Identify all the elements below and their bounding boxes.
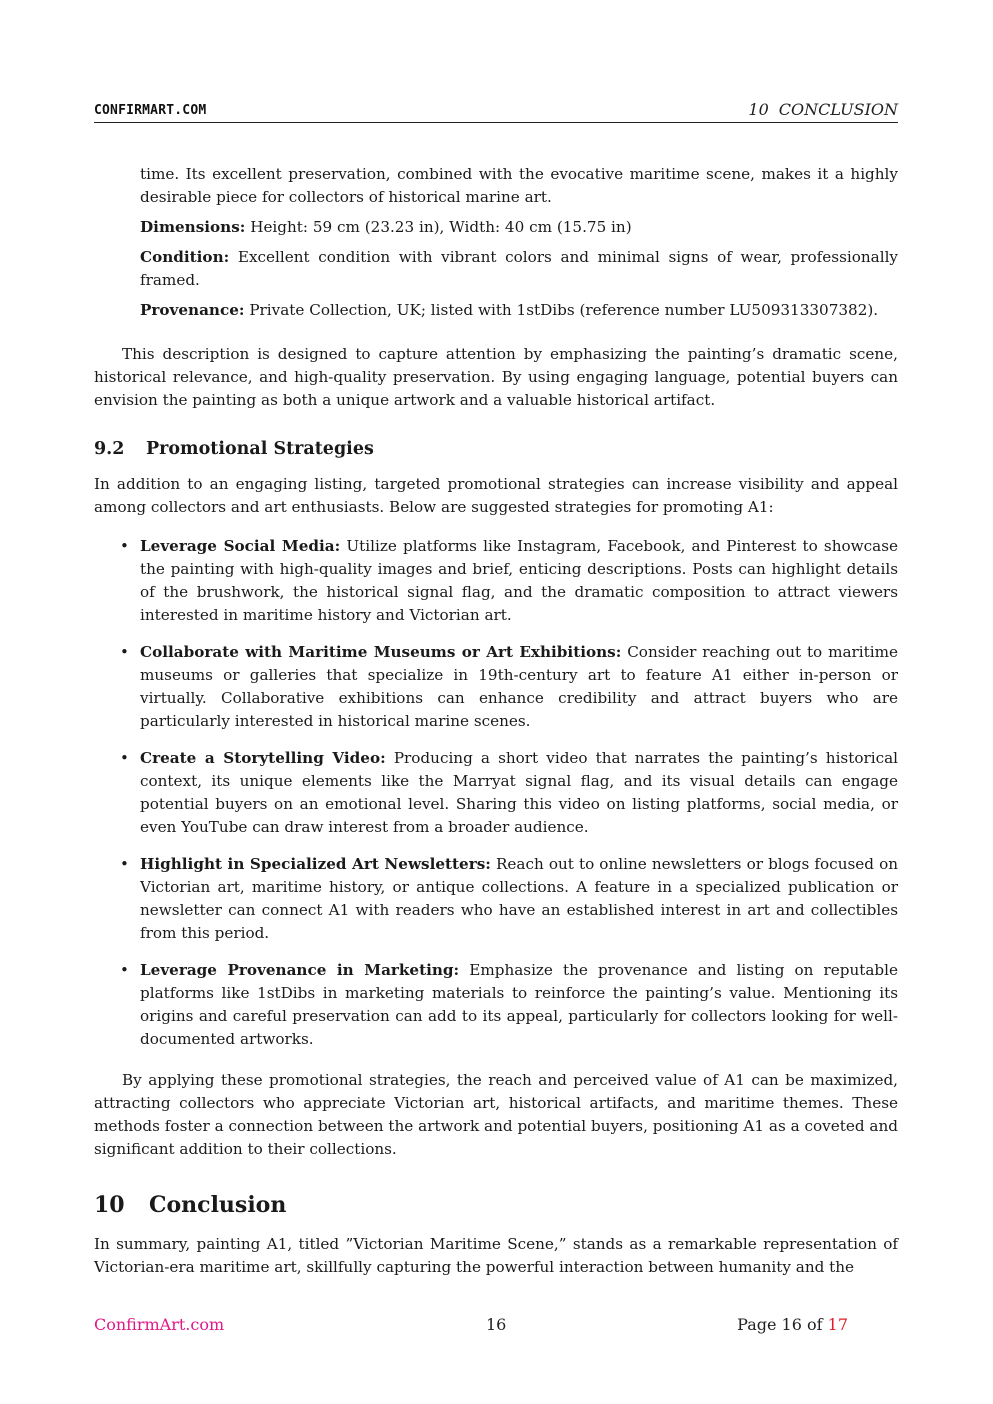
list-item-label: Collaborate with Maritime Museums or Art Exhibitions: <box>140 643 622 661</box>
list-item-text: Utilize platforms like Instagram, Facebook, and Pinterest to showcase the painting with high-quality images and brief, enticing descriptions. Posts can highlight details of the brushwork, the historical signal flag, and the dramatic composition to attract viewers interested in maritime history and Victorian art. <box>140 537 898 624</box>
provenance-label: Provenance: <box>140 301 245 319</box>
header-section-number: 10 <box>748 100 769 119</box>
page-header <box>94 98 898 123</box>
list-item <box>94 747 898 839</box>
bullet-icon: • <box>120 961 129 979</box>
list-item-text: Consider reaching out to maritime museums or galleries that specialize in 19th-century art to feature A1 either in-person or virtually. Collaborative exhibitions can enhance credibility and attract buyers who are particularly interested in historical marine scenes. <box>140 643 898 730</box>
page-body <box>94 163 898 1279</box>
section-title: Conclusion <box>149 1192 287 1218</box>
subsection-intro: In addition to an engaging listing, targeted promotional strategies can increase visibility and appeal among collectors and art enthusiasts. Below are suggested strategies for promoting A1: <box>94 475 898 516</box>
list-item <box>94 535 898 627</box>
footer-page-count <box>737 1315 848 1334</box>
list-item-text: Emphasize the provenance and listing on reputable platforms like 1stDibs in marketing materials to reinforce the painting’s value. Mentioning its origins and careful preservation can add to its appeal, particularly for collectors looking for well-documented artworks. <box>140 961 898 1048</box>
list-item-label: Leverage Social Media: <box>140 537 341 555</box>
condition-line <box>140 246 898 292</box>
bullet-icon: • <box>120 643 129 661</box>
header-section-name: CONCLUSION <box>778 100 898 119</box>
bullet-icon: • <box>120 749 129 767</box>
condition-label: Condition: <box>140 248 230 266</box>
footer-site-link[interactable]: ConfirmArt.com <box>94 1315 225 1334</box>
footer-page-number: 16 <box>486 1315 507 1334</box>
dimensions-line <box>140 216 898 239</box>
conclusion-paragraph: In summary, painting A1, titled ”Victorian Maritime Scene,” stands as a remarkable representation of Victorian-era maritime art, skillfully capturing the powerful interaction between humanity and the <box>94 1235 898 1276</box>
section-number: 10 <box>94 1192 125 1218</box>
header-logo: CONFIRMART.COM <box>94 103 207 118</box>
header-section-title <box>748 100 898 119</box>
list-item <box>94 853 898 945</box>
subsection-number: 9.2 <box>94 439 125 459</box>
subsection-heading <box>94 437 898 461</box>
dimensions-value: Height: 59 cm (23.23 in), Width: 40 cm (15.75 in) <box>250 218 632 236</box>
provenance-line <box>140 299 898 322</box>
list-item-text: Reach out to online newsletters or blogs focused on Victorian art, maritime history, or antique collections. A feature in a specialized publication or newsletter can connect A1 with readers who have an established interest in art and collectibles from this period. <box>140 855 899 942</box>
section-heading <box>94 1191 898 1219</box>
closing-paragraph: By applying these promotional strategies, the reach and perceived value of A1 can be maximized, attracting collectors who appreciate Victorian art, historical artifacts, and maritime themes. These methods foster a connection between the artwork and potential buyers, positioning A1 as a coveted and significant addition to their collections. <box>94 1071 898 1158</box>
footer-page-prefix: Page 16 of <box>737 1315 823 1334</box>
page-footer <box>94 1315 898 1339</box>
list-item-label: Create a Storytelling Video: <box>140 749 386 767</box>
list-item-label: Highlight in Specialized Art Newsletters: <box>140 855 491 873</box>
list-item-label: Leverage Provenance in Marketing: <box>140 961 460 979</box>
bullet-icon: • <box>120 537 129 555</box>
condition-value: Excellent condition with vibrant colors and minimal signs of wear, professionally framed. <box>140 248 899 289</box>
bullet-icon: • <box>120 855 129 873</box>
footer-page-total-link[interactable]: 17 <box>827 1315 848 1334</box>
strategy-list <box>94 535 898 1051</box>
list-item-text: Producing a short video that narrates the painting’s historical context, its unique elements like the Marryat signal flag, and its visual details can engage potential buyers on an emotional level. Sharing this video on listing platforms, social media, or even YouTube can draw interest from a broader audience. <box>140 749 898 836</box>
provenance-value: Private Collection, UK; listed with 1stDibs (reference number LU509313307382). <box>249 301 879 319</box>
dimensions-label: Dimensions: <box>140 218 246 236</box>
list-item <box>94 641 898 733</box>
summary-paragraph: This description is designed to capture attention by emphasizing the painting’s dramatic scene, historical relevance, and high-quality preservation. By using engaging language, potential buyers can envision the painting as both a unique artwork and a valuable historical artifact. <box>94 345 898 409</box>
continuation-text: time. Its excellent preservation, combined with the evocative maritime scene, makes it a highly desirable piece for collectors of historical marine art. <box>140 165 898 206</box>
subsection-title: Promotional Strategies <box>146 439 374 459</box>
list-item <box>94 959 898 1051</box>
listing-details <box>94 163 898 322</box>
